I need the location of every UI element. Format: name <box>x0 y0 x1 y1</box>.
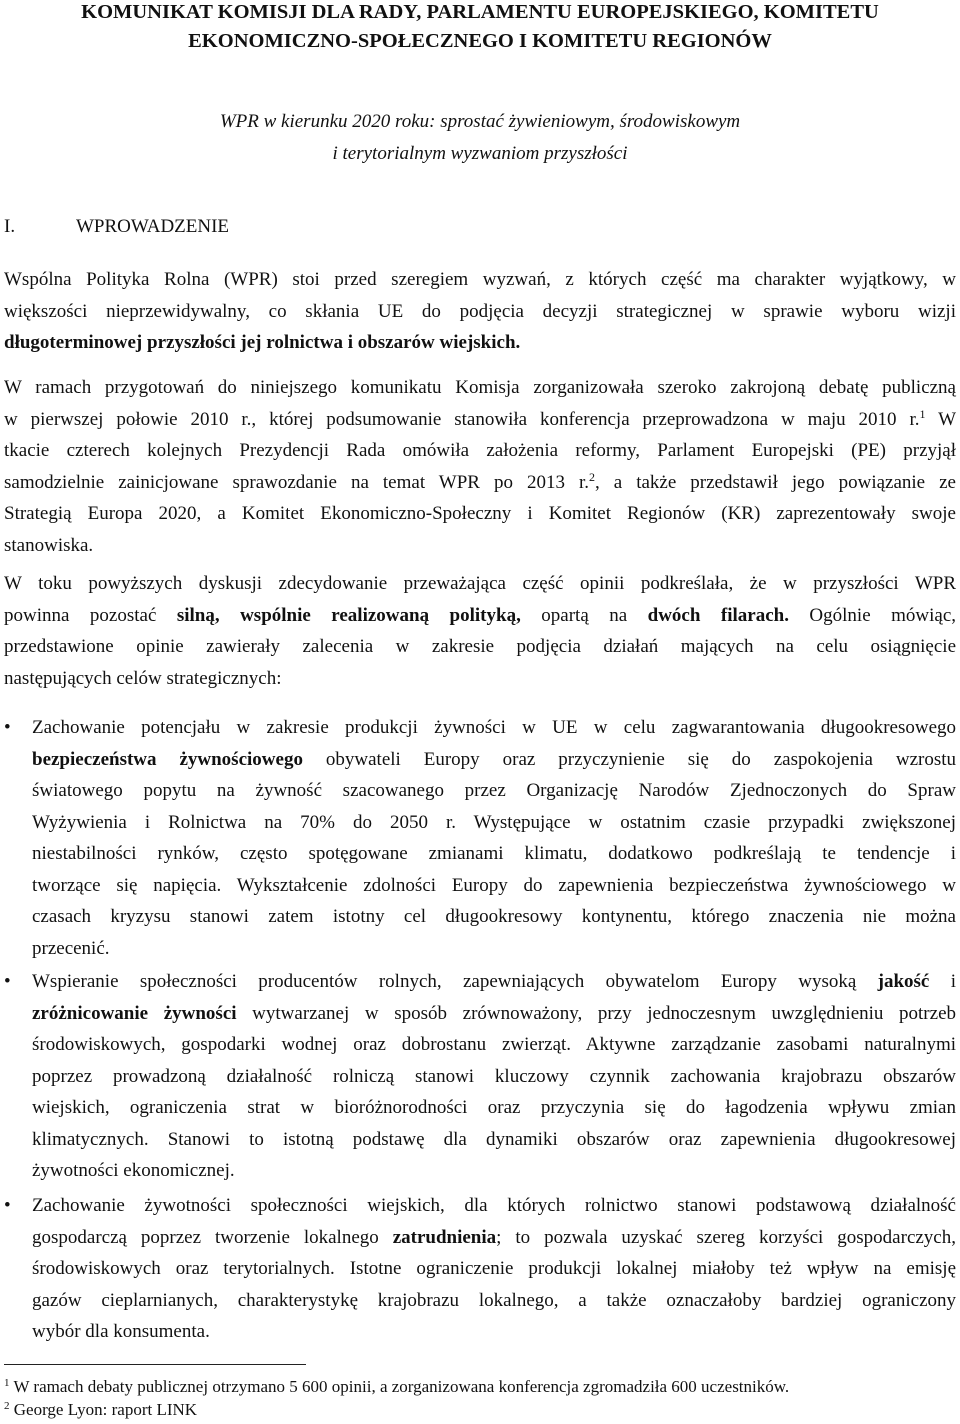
text-span: samodzielnie zainicjowane sprawozdanie na temat WPR po 2013 r. <box>4 471 589 493</box>
paragraph-line: Strategią Europa 2020, a Komitet Ekonomiczno-Społeczny i Komitet Regionów (KR) zaprezentowały swoje <box>4 503 956 524</box>
bullet-icon: • <box>4 971 11 992</box>
footnote-2 <box>4 1399 197 1421</box>
footnote-number: 1 <box>4 1377 10 1389</box>
paragraph-line <box>32 1222 956 1254</box>
paragraph-line <box>32 966 956 998</box>
paragraph-line: niestabilności rynków, często spotęgowane zmianami klimatu, dodatkowo podkreślają te tendencje i <box>32 843 956 864</box>
paragraph-line: klimatycznych. Stanowi to istotną podstawę dla dynamiki obszarów oraz zapewnienia długookresowej <box>32 1128 956 1150</box>
subtitle-line-2: i terytorialnym wyzwaniom przyszłości <box>332 143 628 164</box>
title-line-2: EKONOMICZNO-SPOŁECZNEGO I KOMITETU REGIONÓW <box>188 30 772 52</box>
paragraph-line: tkacie czterech kolejnych Prezydencji Rada omówiła założenia reformy, Parlament Europejski (PE) przyjął <box>4 440 956 461</box>
paragraph-line <box>32 998 956 1030</box>
bold-text: silną, wspólnie realizowaną polityką, <box>176 604 521 626</box>
bullet-item-3 <box>32 1190 956 1348</box>
bullet-item-1 <box>32 712 956 964</box>
paragraph-line: gazów cieplarnianych, charakterystykę krajobrazu lokalnego, a także oznaczałoby bardziej ograniczony <box>32 1289 956 1311</box>
bullet-icon: • <box>4 1195 11 1216</box>
text-span: , a także przedstawił jego powiązanie ze <box>595 471 956 493</box>
text-span: W <box>925 408 957 430</box>
paragraph-line <box>4 404 956 436</box>
paragraph-line: następujących celów strategicznych: <box>4 667 282 689</box>
paragraph-line: wybór dla konsumenta. <box>32 1321 210 1342</box>
paragraph-line <box>4 467 956 499</box>
paragraph-line: żywotności ekonomicznej. <box>32 1160 235 1181</box>
text-span: i <box>929 971 956 992</box>
paragraph-line: Wyżywienia i Rolnictwa na 70% do 2050 r. Występujące w ostatnim czasie przypadki zwiększonej <box>32 811 956 833</box>
bold-text: zróżnicowanie żywności <box>32 1002 237 1024</box>
footnote-divider <box>4 1364 306 1365</box>
paragraph-line: światowego popytu na żywność szacowanego przez Organizację Narodów Zjednoczonych do Spraw <box>32 780 956 801</box>
paragraph-1 <box>4 264 956 359</box>
paragraph-3 <box>4 568 956 694</box>
paragraph-line <box>32 744 956 776</box>
footnote-text: W ramach debaty publicznej otrzymano 5 600 opinii, a zorganizowana konferencja zgromadziła 600 uczestników. <box>9 1377 790 1396</box>
text-span: w pierwszej połowie 2010 r., której podsumowanie stanowiła konferencja przeprowadzona w maju 2010 r. <box>4 408 920 430</box>
text-span: ; to pozwala uzyskać szereg korzyści gospodarczych, <box>496 1226 956 1248</box>
text-span: Wspieranie społeczności producentów rolnych, zapewniających obywatelom Europy wysoką <box>32 971 878 992</box>
text-span: obywateli Europy oraz przyczynienie się do zaspokojenia wzrostu <box>302 748 956 770</box>
paragraph-2 <box>4 372 956 561</box>
paragraph-line: W toku powyższych dyskusji zdecydowanie przeważająca część opinii podkreślała, że w przyszłości WPR <box>4 573 956 594</box>
paragraph-line: poprzez prowadzoną działalność rolniczą stanowi kluczowy czynnik zachowania krajobrazu obszarów <box>32 1065 956 1087</box>
bold-text: zatrudnienia <box>392 1226 497 1248</box>
text-span: wytwarzanej w sposób zrównoważony, przy jednoczesnym uwzględnieniu potrzeb <box>236 1002 957 1024</box>
paragraph-line: Zachowanie potencjału w zakresie produkcji żywności w UE w celu zagwarantowania długookresowego <box>32 717 956 738</box>
footnote-ref-1[interactable]: 1 <box>919 406 926 421</box>
bold-text: dwóch filarach. <box>647 604 789 626</box>
bold-text: bezpieczeństwa żywnościowego <box>32 748 303 770</box>
document-subtitle <box>0 106 960 170</box>
paragraph-line <box>4 600 956 632</box>
paragraph-line: Zachowanie żywotności społeczności wiejskich, dla których rolnictwo stanowi podstawową działalność <box>32 1195 956 1216</box>
paragraph-line: tworzące się napięcia. Wykształcenie zdolności Europy do zapewnienia bezpieczeństwa żywnościowego w <box>32 874 956 896</box>
text-span: powinna pozostać <box>4 604 177 626</box>
footnote-ref-2[interactable]: 2 <box>589 469 595 484</box>
paragraph-line: Wspólna Polityka Rolna (WPR) stoi przed szeregiem wyzwań, z których część ma charakter wyjątkowy, w <box>4 269 956 290</box>
subtitle-line-1: WPR w kierunku 2020 roku: sprostać żywieniowym, środowiskowym <box>219 111 741 132</box>
paragraph-line: W ramach przygotowań do niniejszego komunikatu Komisja zorganizowała szeroko zakrojoną debatę publiczną <box>4 377 956 398</box>
bold-text: długoterminowej przyszłości jej rolnictwa i obszarów wiejskich. <box>4 332 521 353</box>
title-line-1: KOMUNIKAT KOMISJI DLA RADY, PARLAMENTU EUROPEJSKIEGO, KOMITETU <box>81 1 879 23</box>
text-span: gospodarczą poprzez tworzenie lokalnego <box>32 1226 393 1248</box>
bullet-icon: • <box>4 717 11 738</box>
section-heading <box>4 212 229 242</box>
text-span: Ogólnie mówiąc, <box>788 604 957 626</box>
paragraph-line: większości nieprzewidywalny, co skłania UE do podjęcia decyzji strategicznej w sprawie wyboru wizji <box>4 300 956 322</box>
footnote-number: 2 <box>4 1400 10 1412</box>
text-span: opartą na <box>520 604 648 626</box>
paragraph-line: środowiskowych oraz terytorialnych. Istotne ograniczenie produkcji lokalnej miałoby też wpływ na emisję <box>32 1258 956 1279</box>
footnote-text: George Lyon: raport LINK <box>9 1400 198 1419</box>
paragraph-line: środowiskowych, gospodarki wodnej oraz dobrostanu zwierząt. Aktywne zarządzanie zasobami naturalnymi <box>32 1034 956 1055</box>
paragraph-line: przedstawione opinie zawierały zalecenia w zakresie podjęcia działań mających na celu osiągnięcie <box>4 636 956 657</box>
section-title: WPROWADZENIE <box>76 216 230 237</box>
bold-text: jakość <box>877 971 930 992</box>
bullet-item-2 <box>32 966 956 1187</box>
paragraph-line: stanowiska. <box>4 534 94 556</box>
paragraph-line: wiejskich, ograniczenia strat w bioróżnorodności oraz przyczynia się do łagodzenia wpływu zmian <box>32 1097 956 1118</box>
section-number: I. <box>4 216 16 237</box>
paragraph-line: przecenić. <box>32 937 110 959</box>
document-title <box>0 0 960 56</box>
paragraph-line <box>4 327 956 359</box>
footnote-1 <box>4 1376 789 1398</box>
paragraph-line: czasach kryzysu stanowi zatem istotny cel długookresowy kontynentu, którego znaczenia nie można <box>32 906 956 927</box>
